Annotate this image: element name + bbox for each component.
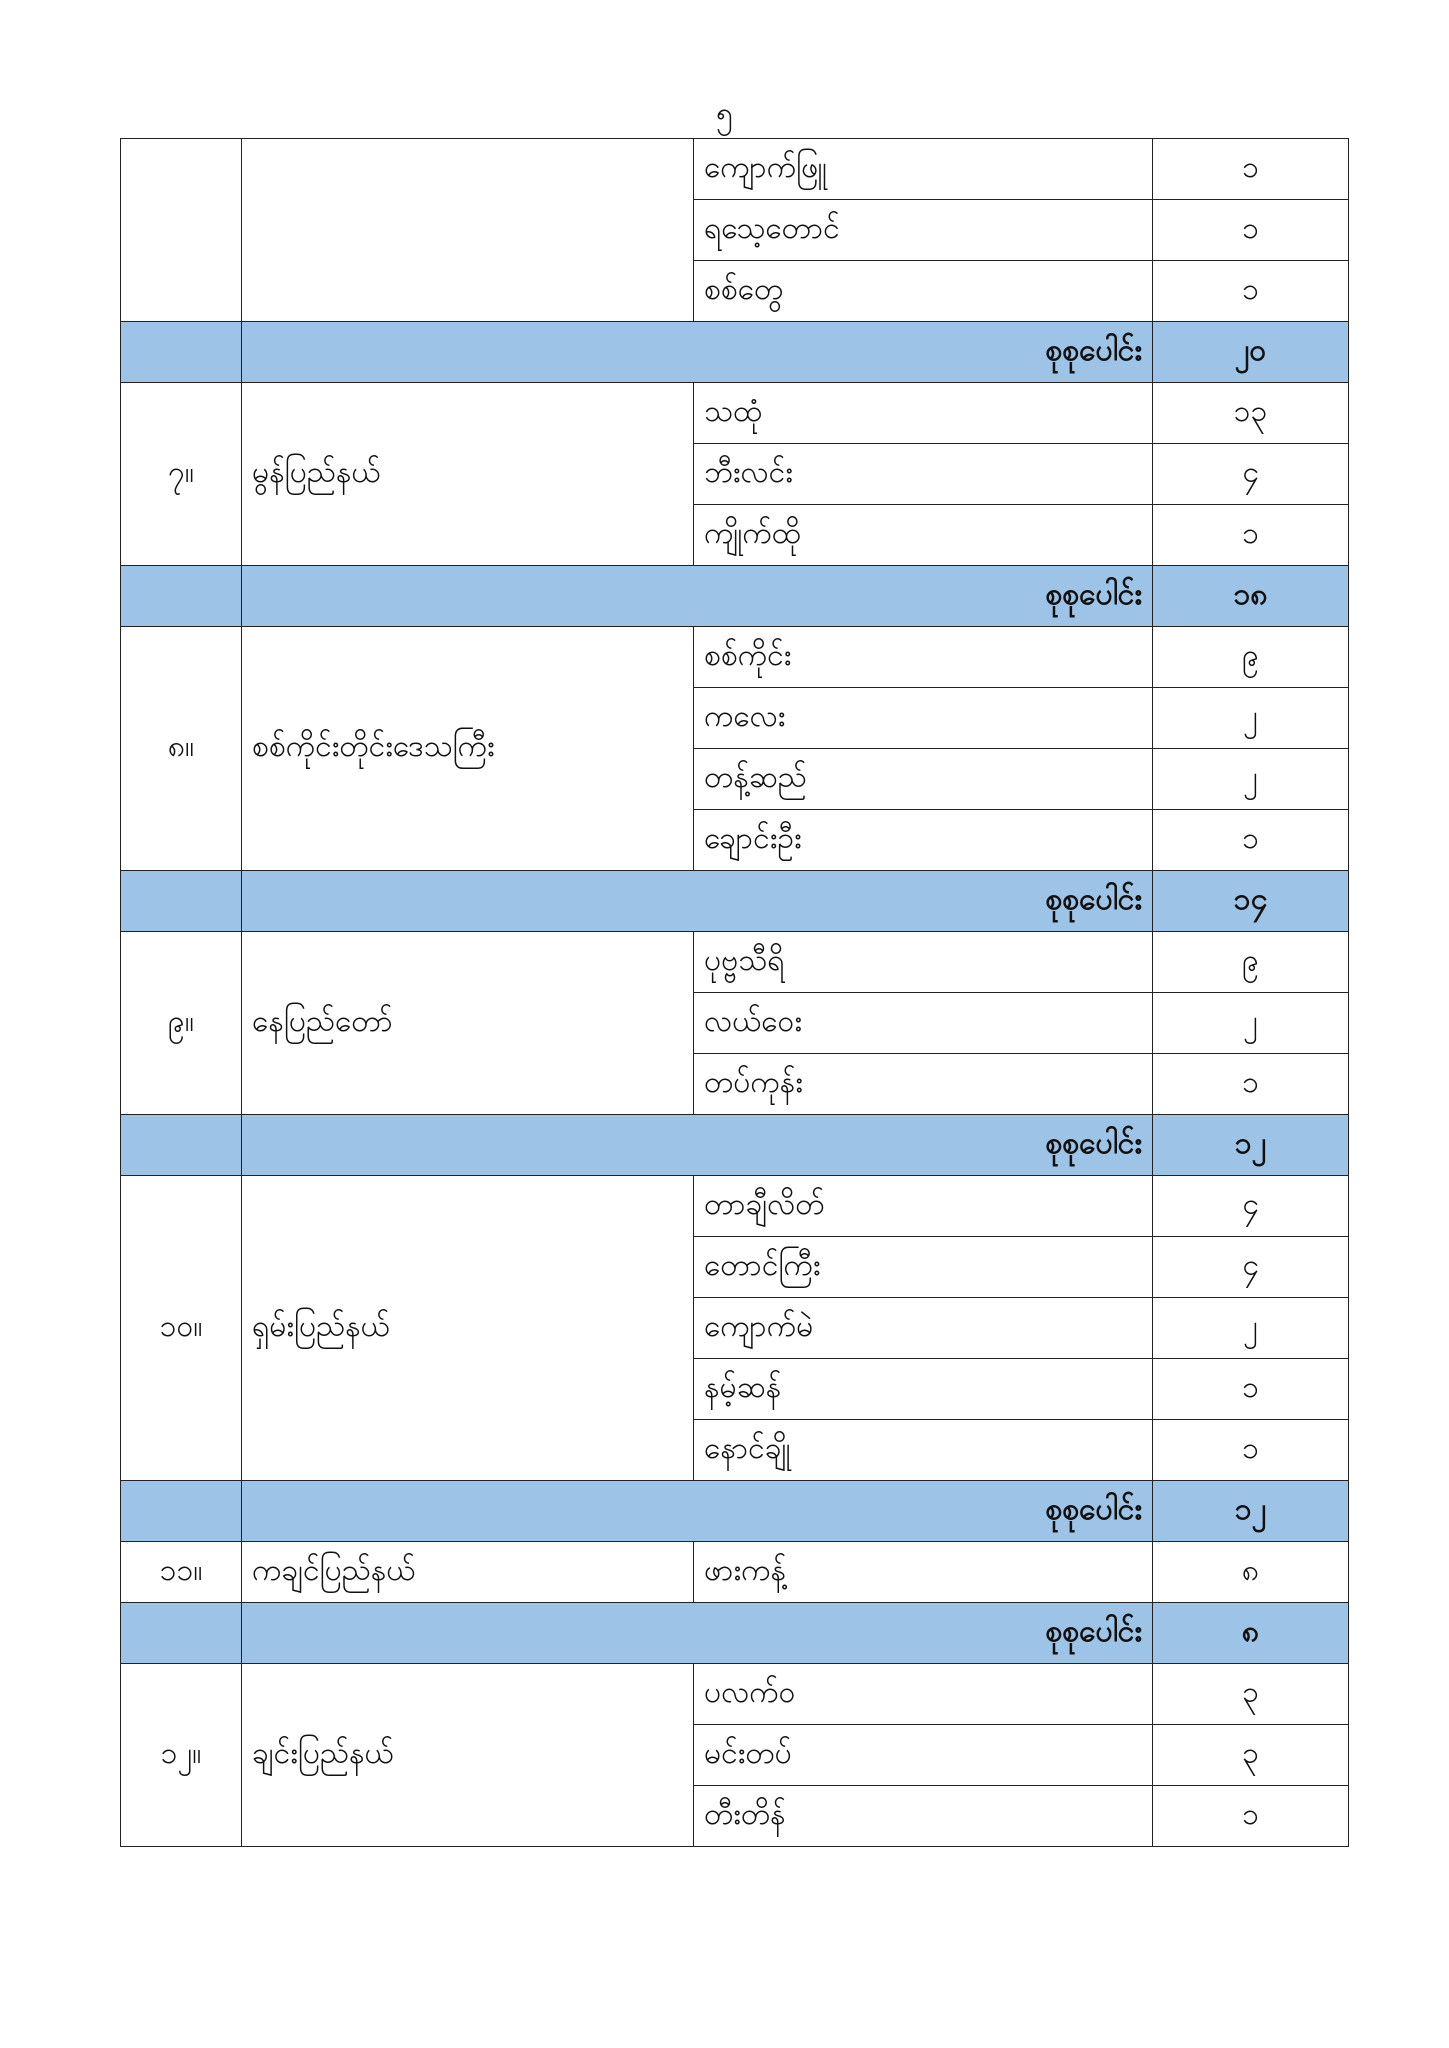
subtotal-value: ၁၂ [1153, 1481, 1349, 1542]
township-name: ကျောက်မဲ [694, 1298, 1153, 1359]
row-number: ၉။ [121, 932, 242, 1115]
subtotal-row [121, 1115, 1349, 1176]
township-name: ပလက်ဝ [694, 1664, 1153, 1725]
township-count: ၂ [1153, 993, 1349, 1054]
subtotal-empty-cell [121, 871, 242, 932]
township-count: ၂ [1153, 1298, 1349, 1359]
subtotal-empty-cell [121, 1481, 242, 1542]
subtotal-empty-cell [121, 1115, 242, 1176]
township-name: စစ်တွေ [694, 261, 1153, 322]
township-count: ၁ [1153, 200, 1349, 261]
township-count: ၁ [1153, 810, 1349, 871]
township-name: ကျိုက်ထို [694, 505, 1153, 566]
township-count: ၂ [1153, 749, 1349, 810]
state-name: မွန်ပြည်နယ် [242, 383, 694, 566]
subtotal-value: ၁၂ [1153, 1115, 1349, 1176]
subtotal-empty-cell [121, 322, 242, 383]
township-count: ၁ [1153, 1786, 1349, 1847]
township-name: နမ့်ဆန် [694, 1359, 1153, 1420]
township-name: ကလေး [694, 688, 1153, 749]
township-name: တပ်ကုန်း [694, 1054, 1153, 1115]
township-name: ရသေ့တောင် [694, 200, 1153, 261]
subtotal-empty-cell [121, 566, 242, 627]
subtotal-row [121, 1481, 1349, 1542]
township-name: သထုံ [694, 383, 1153, 444]
subtotal-row [121, 566, 1349, 627]
township-count-table [120, 138, 1349, 1847]
subtotal-value: ၈ [1153, 1603, 1349, 1664]
subtotal-label: စုစုပေါင်း [242, 566, 1153, 627]
township-count: ၁ [1153, 1359, 1349, 1420]
subtotal-row [121, 1603, 1349, 1664]
subtotal-value: ၂၀ [1153, 322, 1349, 383]
township-name: မင်းတပ် [694, 1725, 1153, 1786]
township-count: ၁ [1153, 261, 1349, 322]
state-name: ချင်းပြည်နယ် [242, 1664, 694, 1847]
subtotal-row [121, 871, 1349, 932]
township-name: ပုဗ္ဗသီရိ [694, 932, 1153, 993]
table-row [121, 1664, 1349, 1725]
subtotal-label: စုစုပေါင်း [242, 1603, 1153, 1664]
state-name: ကချင်ပြည်နယ် [242, 1542, 694, 1603]
table-row [121, 932, 1349, 993]
subtotal-row [121, 322, 1349, 383]
township-name: တီးတိန် [694, 1786, 1153, 1847]
township-name: ချောင်းဦး [694, 810, 1153, 871]
table-body [121, 139, 1349, 1847]
township-count: ၁ [1153, 505, 1349, 566]
township-name: လယ်ဝေး [694, 993, 1153, 1054]
state-name-cell [242, 139, 694, 322]
township-name: ဖားကန့် [694, 1542, 1153, 1603]
township-name: ဘီးလင်း [694, 444, 1153, 505]
township-count: ၁ [1153, 1054, 1349, 1115]
state-name: စစ်ကိုင်းတိုင်းဒေသကြီး [242, 627, 694, 871]
township-count: ၉ [1153, 932, 1349, 993]
table-row [121, 1176, 1349, 1237]
row-number: ၈။ [121, 627, 242, 871]
township-count: ၈ [1153, 1542, 1349, 1603]
township-count: ၃ [1153, 1725, 1349, 1786]
township-count: ၂ [1153, 688, 1349, 749]
township-name: တောင်ကြီး [694, 1237, 1153, 1298]
subtotal-value: ၁၄ [1153, 871, 1349, 932]
township-name: စစ်ကိုင်း [694, 627, 1153, 688]
township-count: ၁ [1153, 139, 1349, 200]
township-count: ၄ [1153, 1176, 1349, 1237]
row-number: ၇။ [121, 383, 242, 566]
subtotal-empty-cell [121, 1603, 242, 1664]
state-name: ရှမ်းပြည်နယ် [242, 1176, 694, 1481]
state-name: နေပြည်တော် [242, 932, 694, 1115]
row-number: ၁၀။ [121, 1176, 242, 1481]
subtotal-label: စုစုပေါင်း [242, 1115, 1153, 1176]
table-row [121, 139, 1349, 200]
township-count: ၉ [1153, 627, 1349, 688]
township-count: ၁ [1153, 1420, 1349, 1481]
township-count: ၃ [1153, 1664, 1349, 1725]
township-count: ၄ [1153, 1237, 1349, 1298]
subtotal-value: ၁၈ [1153, 566, 1349, 627]
township-name: ကျောက်ဖြူ [694, 139, 1153, 200]
table-row [121, 383, 1349, 444]
subtotal-label: စုစုပေါင်း [242, 322, 1153, 383]
township-name: နောင်ချို [694, 1420, 1153, 1481]
township-name: တာချီလိတ် [694, 1176, 1153, 1237]
table-row [121, 1542, 1349, 1603]
row-number: ၁၂။ [121, 1664, 242, 1847]
township-count: ၁၃ [1153, 383, 1349, 444]
row-number-cell [121, 139, 242, 322]
subtotal-label: စုစုပေါင်း [242, 1481, 1153, 1542]
township-count: ၄ [1153, 444, 1349, 505]
page-number: ၅ [716, 96, 733, 131]
row-number: ၁၁။ [121, 1542, 242, 1603]
table-row [121, 627, 1349, 688]
township-name: တန့်ဆည် [694, 749, 1153, 810]
subtotal-label: စုစုပေါင်း [242, 871, 1153, 932]
